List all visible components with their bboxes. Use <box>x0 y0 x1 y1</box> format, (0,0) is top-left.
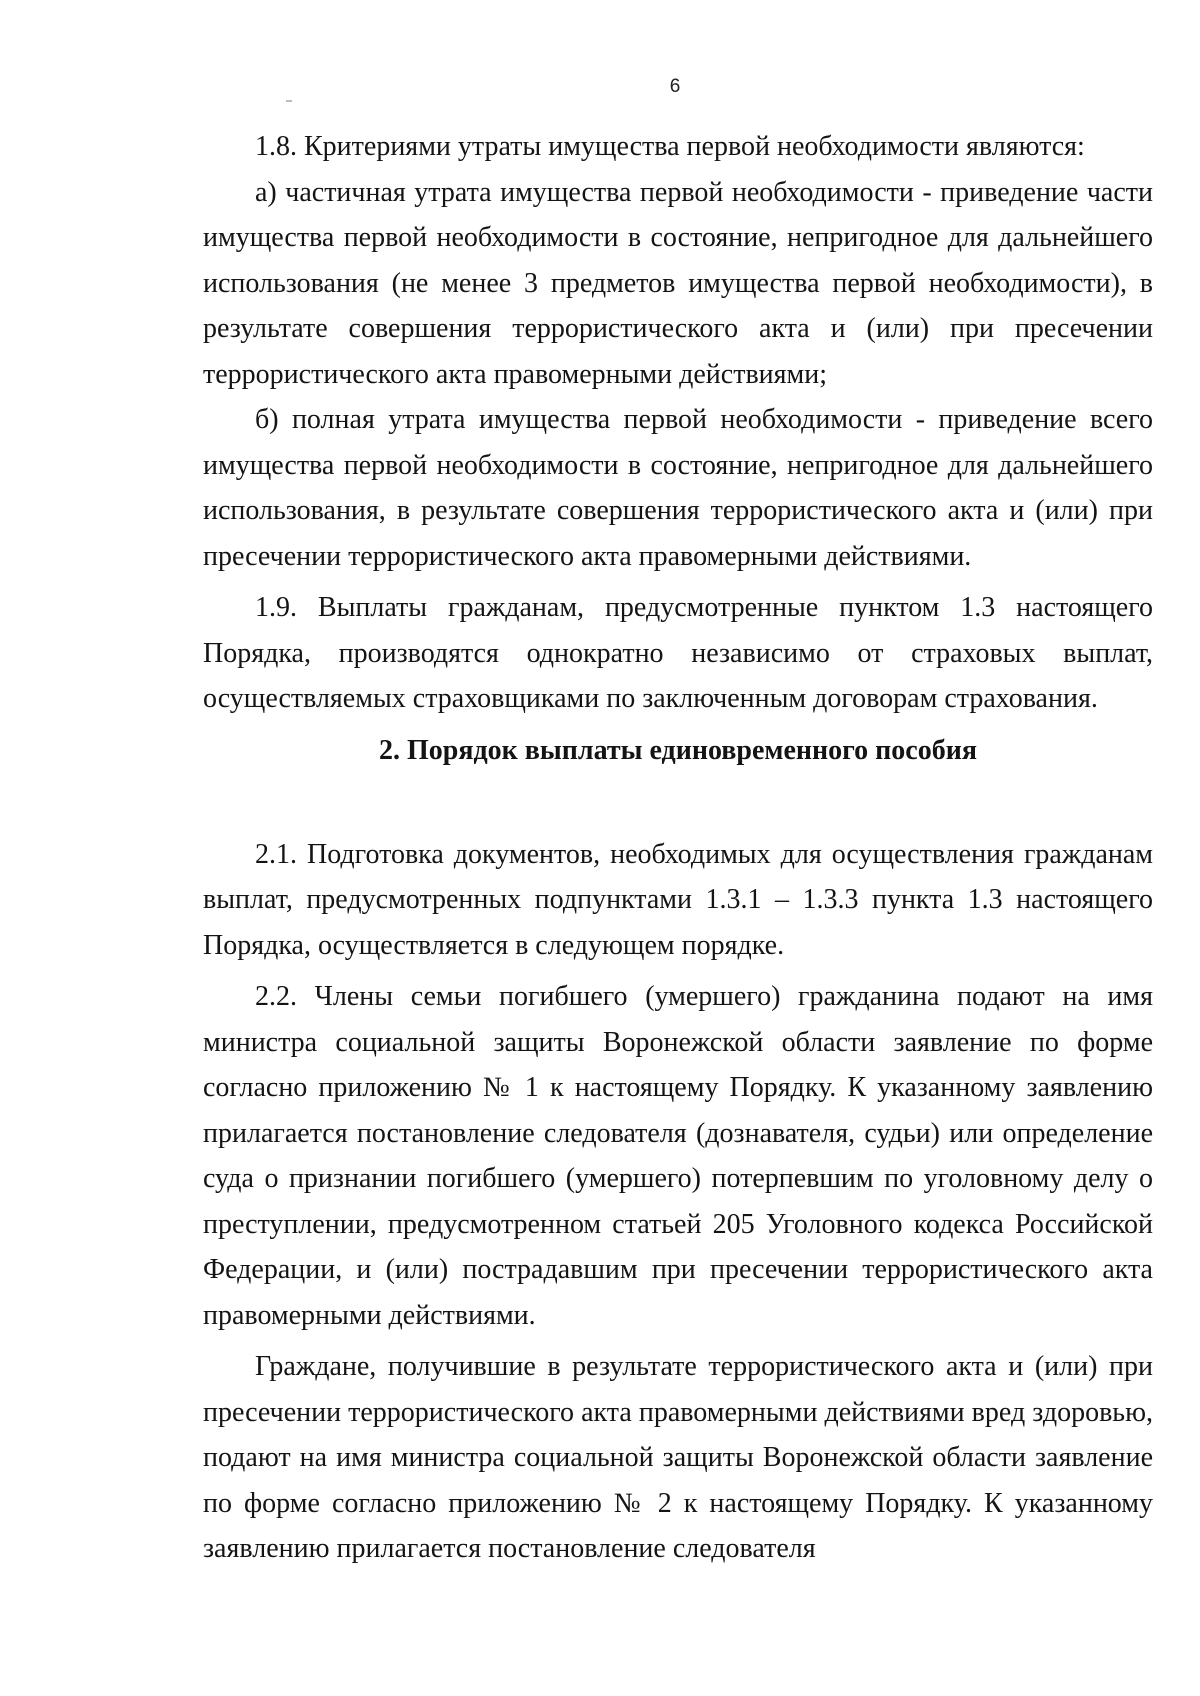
paragraph-2-2: 2.2. Члены семьи погибшего (умершего) гражданина подают на имя министра социальной защиты Воронежской области заявление по форме согласно приложению № 1 к настоящему Порядку. К указанному заявлению прилагается постановление следователя (дознавателя, судьи) или определение суда о признании погибшего (умершего) потерпевшим по уголовному делу о преступлении, предусмотренном статьей 205 Уголовного кодекса Российской Федерации, и (или) пострадавшим при пресечении террористического акта правомерными действиями. <box>203 981 1153 1331</box>
document-body <box>203 122 1153 1572</box>
section-heading: 2. Порядок выплаты единовременного пособия <box>378 734 978 766</box>
paragraph-1-8-a: а) частичная утрата имущества первой необходимости - приведение части имущества первой необходимости в состояние, непригодное для дальнейшего использования (не менее 3 предметов имущества первой необходимости), в результате совершения террористического акта и (или) при пресечении террористического акта правомерными действиями; <box>203 176 1153 390</box>
paragraph-2-2-continued: Граждане, получившие в результате террористического акта и (или) при пресечении террористического акта правомерными действиями вред здоровью, подают на имя министра социальной защиты Воронежской области заявление по форме согласно приложению № 2 к настоящему Порядку. К указанному заявлению прилагается постановление следователя <box>203 1351 1153 1564</box>
paragraph-1-8-b: б) полная утрата имущества первой необходимости - приведение всего имущества первой необходимости в состояние, непригодное для дальнейшего использования, в результате совершения террористического акта и (или) при пресечении террористического акта правомерными действиями. <box>203 404 1153 572</box>
scan-artifact <box>286 100 292 102</box>
paragraph-1-9: 1.9. Выплаты гражданам, предусмотренные пунктом 1.3 настоящего Порядка, производятся однократно независимо от страховых выплат, осуществляемых страховщиками по заключенным договорам страхования. <box>203 592 1153 714</box>
paragraph-1-8: 1.8. Критериями утраты имущества первой необходимости являются: <box>255 131 1085 162</box>
page-number: 6 <box>669 76 681 97</box>
paragraph-2-1: 2.1. Подготовка документов, необходимых для осуществления гражданам выплат, предусмотренных подпунктами 1.3.1 – 1.3.3 пункта 1.3 настоящего Порядка, осуществляется в следующем порядке. <box>203 838 1153 961</box>
